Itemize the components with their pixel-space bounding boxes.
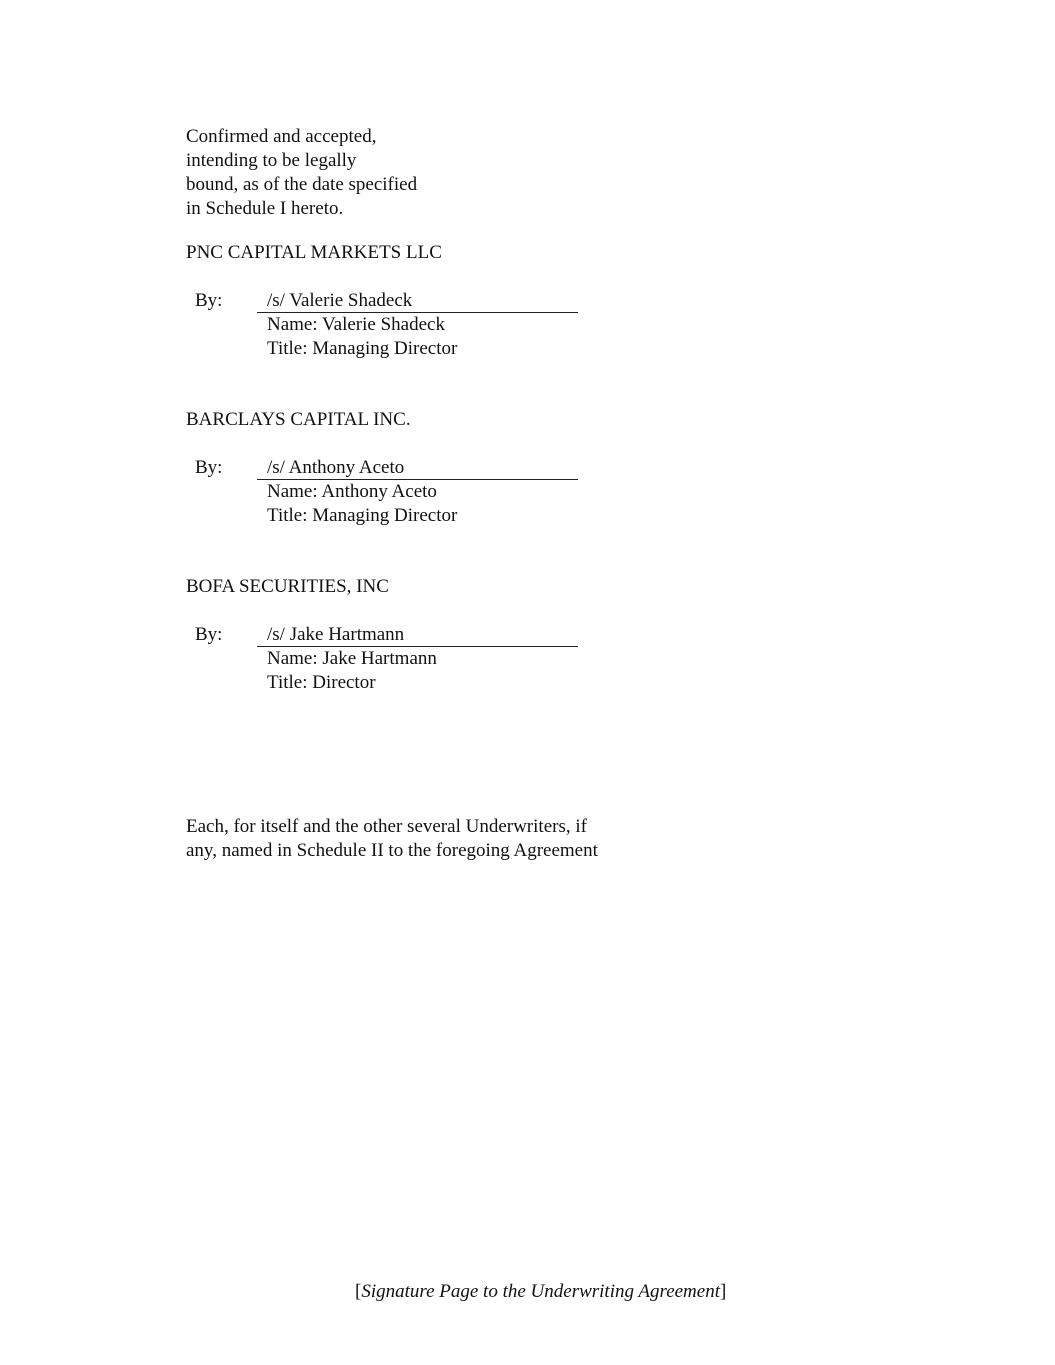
closing-paragraph [186, 815, 686, 863]
signature-text: /s/ Anthony Aceto [267, 457, 405, 478]
signer-name: Name: Anthony Aceto [267, 481, 437, 502]
signer-title: Title: Director [267, 672, 376, 693]
footer-text: Signature Page to the Underwriting Agreement [361, 1281, 720, 1302]
intro-paragraph [186, 125, 646, 221]
company-name-pnc: PNC CAPITAL MARKETS LLC [186, 242, 442, 263]
closing-line: Each, for itself and the other several Underwriters, if [186, 816, 587, 837]
signature-line [257, 289, 578, 313]
signer-title: Title: Managing Director [267, 505, 458, 526]
signer-name: Name: Valerie Shadeck [267, 314, 445, 335]
signature-block-barclays [186, 456, 606, 528]
by-label: By: [195, 624, 223, 645]
company-name-barclays: BARCLAYS CAPITAL INC. [186, 409, 411, 430]
intro-line: in Schedule I hereto. [186, 198, 344, 219]
page-footer [355, 1280, 726, 1304]
intro-line: bound, as of the date specified [186, 174, 418, 195]
company-name-bofa: BOFA SECURITIES, INC [186, 576, 389, 597]
signature-text: /s/ Jake Hartmann [267, 624, 405, 645]
signature-line [257, 623, 578, 647]
footer-close-bracket: ] [720, 1281, 727, 1302]
signature-block-bofa [186, 623, 606, 695]
signature-line [257, 456, 578, 480]
intro-line: Confirmed and accepted, [186, 126, 377, 147]
by-label: By: [195, 457, 223, 478]
intro-line: intending to be legally [186, 150, 357, 171]
by-label: By: [195, 290, 223, 311]
signature-text: /s/ Valerie Shadeck [267, 290, 413, 311]
signer-title: Title: Managing Director [267, 338, 458, 359]
closing-line: any, named in Schedule II to the foregoing Agreement [186, 840, 598, 861]
signature-block-pnc [186, 289, 606, 361]
signer-name: Name: Jake Hartmann [267, 648, 437, 669]
footer-open-bracket: [ [355, 1281, 362, 1302]
